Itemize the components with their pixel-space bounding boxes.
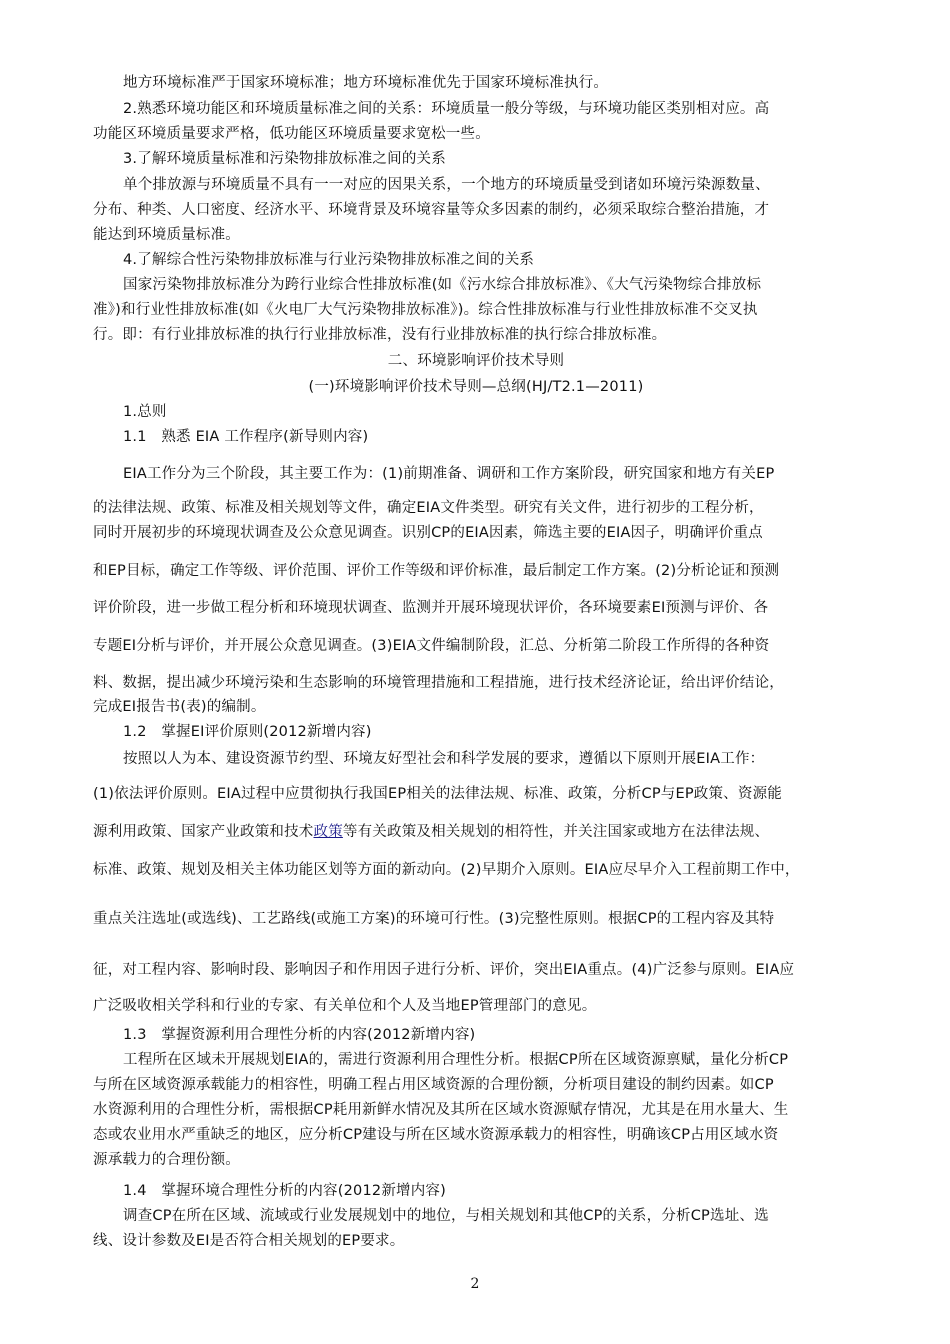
text-line: 地方环境标准严于国家环境标准；地方环境标准优先于国家环境标准执行。	[123, 75, 609, 91]
chapter-title: 二、环境影响评价技术导则	[387, 353, 565, 369]
section-heading: 1.3 掌握资源利用合理性分析的内容(2012新增内容)	[123, 1027, 476, 1043]
text-segment: 等有关政策及相关规划的相符性，并关注国家或地方在法律法规、	[342, 824, 770, 840]
text-line: 料、数据，提出减少环境污染和生态影响的环境管理措施和工程措施，进行技术经济论证，给出评价结论，	[93, 675, 784, 691]
text-line: 单个排放源与环境质量不具有一一对应的因果关系，一个地方的环境质量受到诸如环境污染源数量、	[123, 177, 770, 193]
text-line: 完成EI报告书(表)的编制。	[93, 699, 266, 715]
text-line: 广泛吸收相关学科和行业的专家、有关单位和个人及当地EP管理部门的意见。	[93, 998, 597, 1014]
text-line: 行。即：有行业排放标准的执行行业排放标准，没有行业排放标准的执行综合排放标准。	[93, 327, 667, 343]
text-line: 水资源利用的合理性分析，需根据CP耗用新鲜水情况及其所在区域水资源赋存情况，尤其是在用水量大、生	[93, 1102, 789, 1118]
text-line: 分布、种类、人口密度、经济水平、环境背景及环境容量等众多因素的制约，必须采取综合整治措施，才	[93, 202, 770, 218]
text-line: 同时开展初步的环境现状调查及公众意见调查。识别CP的EIA因素，筛选主要的EIA因子，明确评价重点	[93, 525, 763, 541]
section-heading: 3.了解环境质量标准和污染物排放标准之间的关系	[123, 151, 446, 167]
text-line: 标准、政策、规划及相关主体功能区划等方面的新动向。(2)早期介入原则。EIA应尽早介入工程前期工作中，	[93, 862, 800, 878]
text-line: 评价阶段，进一步做工程分析和环境现状调查、监测并开展环境现状评价，各环境要素EI预测与评价、各	[93, 600, 769, 616]
text-segment: 源利用政策、国家产业政策和技术	[93, 824, 314, 840]
text-line: 态或农业用水严重缺乏的地区，应分析CP建设与所在区域水资源承载力的相容性，明确该CP占用区域水资	[93, 1127, 779, 1143]
section-heading: 1.2 掌握EI评价原则(2012新增内容)	[123, 724, 372, 740]
text-line: 国家污染物排放标准分为跨行业综合性排放标准(如《污水综合排放标准》、《大气污染物综合排放标	[123, 277, 762, 293]
page-number: 2	[470, 1276, 480, 1292]
section-heading: 4.了解综合性污染物排放标准与行业污染物排放标准之间的关系	[123, 252, 535, 268]
text-line: 功能区环境质量要求严格，低功能区环境质量要求宽松一些。	[93, 126, 490, 142]
text-line: 准》)和行业性排放标准(如《火电厂大气污染物排放标准》)。综合性排放标准与行业性排放标准不交叉执	[93, 302, 758, 318]
text-line: 线、设计参数及EI是否符合相关规划的EP要求。	[93, 1233, 405, 1249]
text-line	[93, 822, 859, 842]
text-line: 征，对工程内容、影响时段、影响因子和作用因子进行分析、评价，突出EIA重点。(4)广泛参与原则。EIA应	[93, 962, 795, 978]
section-title: (一)环境影响评价技术导则—总纲(HJ/T2.1—2011)	[308, 379, 644, 395]
text-line: 源承载力的合理份额。	[93, 1152, 240, 1168]
text-line: 与所在区域资源承载能力的相容性，明确工程占用区域资源的合理份额，分析项目建设的制约因素。如CP	[93, 1077, 774, 1093]
text-line: 调查CP在所在区域、流域或行业发展规划中的地位，与相关规划和其他CP的关系，分析CP选址、选	[123, 1208, 769, 1224]
policy-link[interactable]: 政策	[313, 824, 343, 840]
section-heading: 1.1 熟悉 EIA 工作程序(新导则内容)	[123, 429, 369, 445]
text-line: 工程所在区域未开展规划EIA的，需进行资源利用合理性分析。根据CP所在区域资源禀赋，量化分析CP	[123, 1052, 789, 1068]
section-heading: 1.4 掌握环境合理性分析的内容(2012新增内容)	[123, 1183, 446, 1199]
text-line: (1)依法评价原则。EIA过程中应贯彻执行我国EP相关的法律法规、标准、政策，分析CP与EP政策、资源能	[93, 786, 782, 802]
text-line: 能达到环境质量标准。	[93, 227, 240, 243]
section-heading: 1.总则	[123, 404, 167, 420]
text-line: 重点关注选址(或选线)、工艺路线(或施工方案)的环境可行性。(3)完整性原则。根据CP的工程内容及其特	[93, 911, 775, 927]
text-line: 按照以人为本、建设资源节约型、环境友好型社会和科学发展的要求，遵循以下原则开展EIA工作：	[123, 751, 765, 767]
text-line: 专题EI分析与评价，并开展公众意见调查。(3)EIA文件编制阶段，汇总、分析第二阶段工作所得的各种资	[93, 638, 770, 654]
text-line: EIA工作分为三个阶段，其主要工作为：(1)前期准备、调研和工作方案阶段，研究国家和地方有关EP	[123, 466, 775, 482]
text-line: 的法律法规、政策、标准及相关规划等文件，确定EIA文件类型。研究有关文件，进行初步的工程分析，	[93, 500, 764, 516]
text-line: 和EP目标，确定工作等级、评价范围、评价工作等级和评价标准，最后制定工作方案。(2)分析论证和预测	[93, 563, 780, 579]
text-line: 2.熟悉环境功能区和环境质量标准之间的关系：环境质量一般分等级，与环境功能区类别相对应。高	[123, 101, 770, 117]
